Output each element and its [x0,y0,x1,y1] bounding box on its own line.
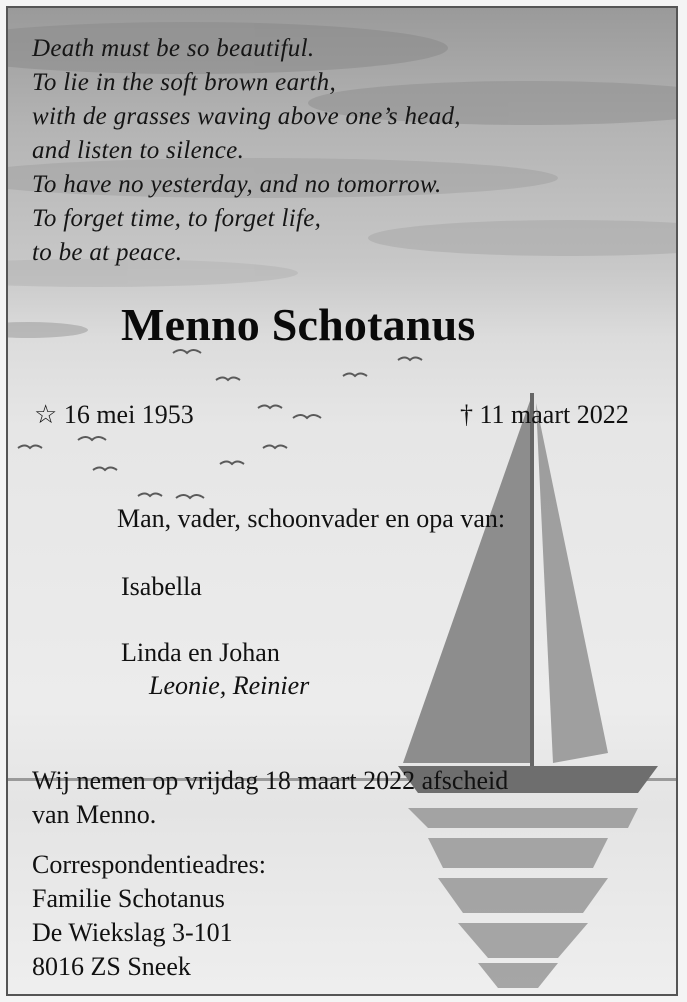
farewell-line: van Menno. [32,800,157,829]
address-line: 8016 ZS Sneek [32,952,191,981]
cross-icon: † [460,400,473,429]
address-line: De Wiekslag 3-101 [32,918,233,947]
poem-line: To forget time, to forget life, [32,205,322,232]
star-icon: ☆ [34,400,58,429]
water-reflection [408,808,638,988]
poem-line: To lie in the soft brown earth, [32,69,337,96]
death-date-text: 11 maart 2022 [479,400,629,429]
family-member: Linda en Johan [121,638,280,667]
birth-date [34,400,194,430]
address-heading: Correspondentieadres: [32,850,266,879]
obituary-frame [6,6,678,996]
farewell-notice [32,764,508,832]
sailboat [398,393,658,793]
poem-line: Death must be so beautiful. [32,35,315,62]
family-member: Isabella [121,572,202,601]
poem-line: with de grasses waving above one’s head, [32,103,461,130]
poem-line: and listen to silence. [32,137,245,164]
death-date [460,400,629,430]
grandchildren: Leonie, Reinier [149,671,310,700]
poem-line: To have no yesterday, and no tomorrow. [32,171,442,198]
farewell-line: Wij nemen op vrijdag 18 maart 2022 afscheid [32,766,509,795]
address-line: Familie Schotanus [32,884,225,913]
poem-line: to be at peace. [32,239,183,266]
correspondence-address [32,848,266,984]
birth-date-text: 16 mei 1953 [63,400,194,429]
relation-line: Man, vader, schoonvader en opa van: [117,504,506,533]
deceased-name: Menno Schotanus [121,299,476,350]
poem [32,32,461,270]
